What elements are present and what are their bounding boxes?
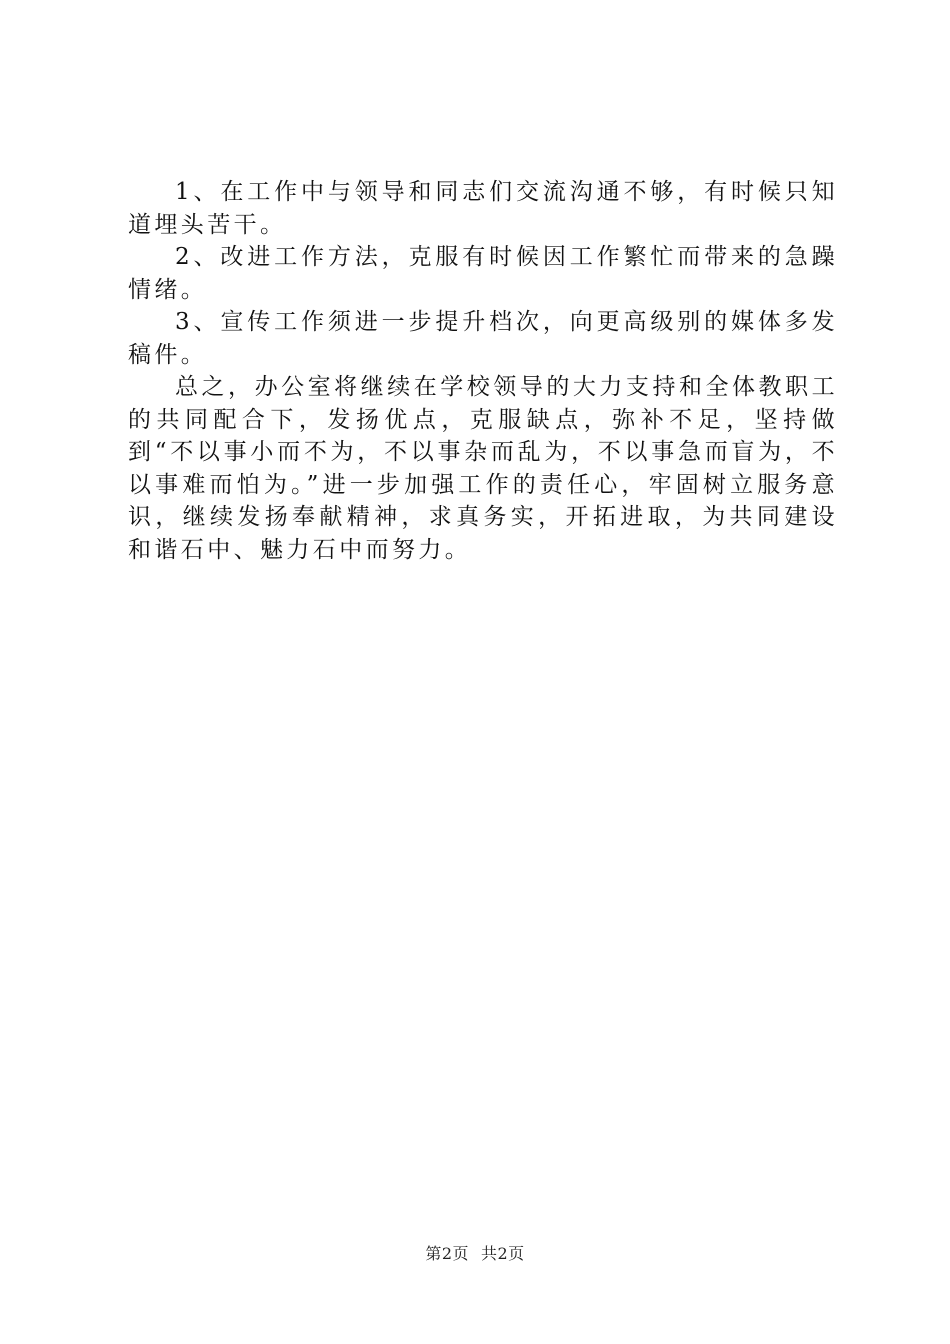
page-footer [0, 1244, 950, 1264]
page-number-current: 第2页 [425, 1244, 469, 1263]
paragraph-item-3: 3、宣传工作须进一步提升档次，向更高级别的媒体多发稿件。 [128, 309, 838, 368]
paragraph-summary: 总之，办公室将继续在学校领导的大力支持和全体教职工的共同配合下，发扬优点，克服缺点，弥补不足，坚持做到“不以事小而不为，不以事杂而乱为，不以事急而盲为，不以事难而怕为。”进一步加强工作的责任心，牢固树立服务意识，继续发扬奉献精神，求真务实，开拓进取，为共同建设和谐石中、魅力石中而努力。 [128, 374, 838, 563]
document-body [128, 176, 838, 566]
page-number-total: 共2页 [481, 1244, 525, 1263]
paragraph-item-2: 2、改进工作方法，克服有时候因工作繁忙而带来的急躁情绪。 [128, 244, 838, 303]
paragraph-item-1: 1、在工作中与领导和同志们交流沟通不够，有时候只知道埋头苦干。 [128, 179, 838, 238]
